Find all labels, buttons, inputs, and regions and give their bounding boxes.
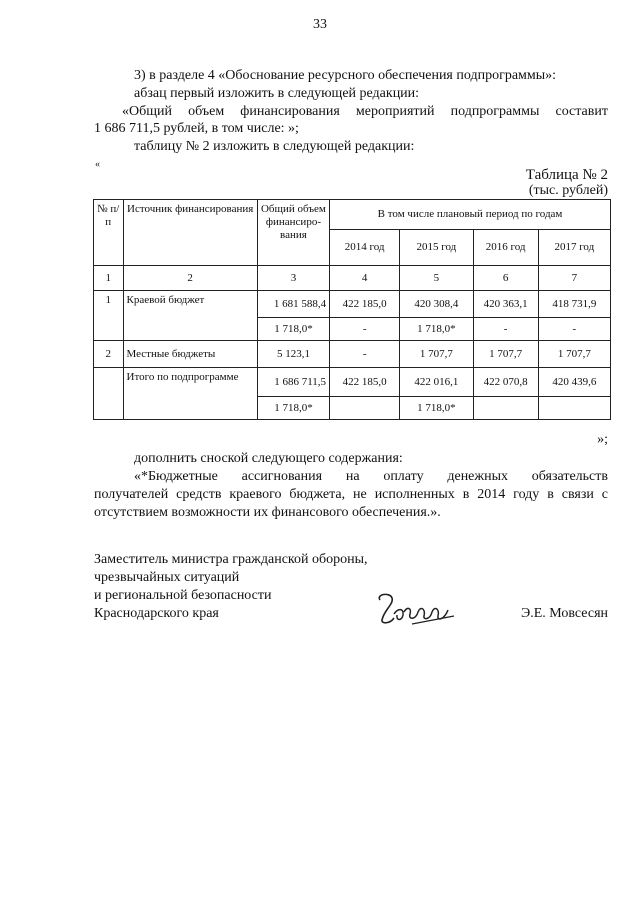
cell-total: 5 123,1 — [257, 341, 329, 368]
signatory-position-line: Заместитель министра гражданской обороны, — [94, 552, 368, 567]
footnote-line-2: получателей средств краевого бюджета, не исполненных в 2014 году в связи с — [94, 487, 608, 502]
cell-2016: 422 070,8 — [473, 368, 538, 397]
table-row — [94, 368, 611, 397]
column-number-row — [94, 266, 611, 291]
cell-2014: 422 185,0 — [330, 368, 400, 397]
column-number: 6 — [473, 266, 538, 291]
cell-total: 1 681 588,4 — [257, 291, 329, 318]
header-total: Общий объем финансиро-вания — [257, 200, 329, 266]
cell-2015: 422 016,1 — [400, 368, 473, 397]
row-source: Итого по подпрограмме — [123, 368, 257, 420]
header-source: Источник финансирования — [123, 200, 257, 266]
handwritten-signature — [372, 590, 462, 630]
cell-2017 — [538, 397, 610, 420]
cell-2015: 1 718,0* — [400, 318, 473, 341]
table-close-quote: »; — [597, 432, 608, 447]
footnote-line-1: «*Бюджетные ассигнования на оплату денежных обязательств — [134, 469, 608, 484]
header-year-2016: 2016 год — [473, 230, 538, 266]
row-num — [94, 368, 124, 420]
cell-2016: 1 707,7 — [473, 341, 538, 368]
column-number: 2 — [123, 266, 257, 291]
quoted-text-line-1: «Общий объем финансирования мероприятий подпрограммы составит — [122, 104, 608, 119]
amendment-item-line: 3) в разделе 4 «Обоснование ресурсного обеспечения подпрограммы»: — [134, 68, 557, 83]
header-year-2017: 2017 год — [538, 230, 610, 266]
column-number: 3 — [257, 266, 329, 291]
footnote-line-3: отсутствием возможности их финансового обеспечения.». — [94, 505, 441, 520]
column-number: 4 — [330, 266, 400, 291]
signatory-position-line: чрезвычайных ситуаций — [94, 570, 240, 585]
amendment-paragraph-line: абзац первый изложить в следующей редакции: — [134, 86, 420, 101]
cell-total: 1 686 711,5 — [257, 368, 329, 397]
footnote-intro: дополнить сноской следующего содержания: — [134, 451, 403, 466]
cell-2014: - — [330, 341, 400, 368]
table-row — [94, 291, 611, 318]
cell-2016: - — [473, 318, 538, 341]
page-number: 33 — [313, 17, 327, 32]
signatory-position-line: и региональной безопасности — [94, 588, 272, 603]
cell-2014: - — [330, 318, 400, 341]
table-caption-units: (тыс. рублей) — [528, 183, 608, 198]
row-source: Краевой бюджет — [123, 291, 257, 341]
cell-2015: 1 707,7 — [400, 341, 473, 368]
cell-2017: 420 439,6 — [538, 368, 610, 397]
column-number: 5 — [400, 266, 473, 291]
cell-2015: 420 308,4 — [400, 291, 473, 318]
row-source: Местные бюджеты — [123, 341, 257, 368]
row-num: 1 — [94, 291, 124, 341]
financing-table — [93, 199, 611, 420]
cell-2014 — [330, 397, 400, 420]
table-row — [94, 341, 611, 368]
cell-2015: 1 718,0* — [400, 397, 473, 420]
cell-total: 1 718,0* — [257, 397, 329, 420]
cell-2016: 420 363,1 — [473, 291, 538, 318]
table-caption-title: Таблица № 2 — [525, 167, 608, 183]
header-year-2015: 2015 год — [400, 230, 473, 266]
cell-2017: 418 731,9 — [538, 291, 610, 318]
cell-2017: 1 707,7 — [538, 341, 610, 368]
column-number: 7 — [538, 266, 610, 291]
cell-2016 — [473, 397, 538, 420]
quoted-text-line-2: 1 686 711,5 рублей, в том числе: »; — [94, 121, 299, 136]
cell-total: 1 718,0* — [257, 318, 329, 341]
header-year-2014: 2014 год — [330, 230, 400, 266]
table-open-quote: « — [95, 159, 100, 170]
header-planned-period: В том числе плановый период по годам — [330, 200, 611, 230]
cell-2014: 422 185,0 — [330, 291, 400, 318]
table-instruction-line: таблицу № 2 изложить в следующей редакции: — [134, 139, 415, 154]
signatory-position-line: Краснодарского края — [94, 606, 219, 621]
header-num: № п/п — [94, 200, 124, 266]
column-number: 1 — [94, 266, 124, 291]
signatory-name: Э.Е. Мовсесян — [520, 606, 608, 621]
cell-2017: - — [538, 318, 610, 341]
row-num: 2 — [94, 341, 124, 368]
